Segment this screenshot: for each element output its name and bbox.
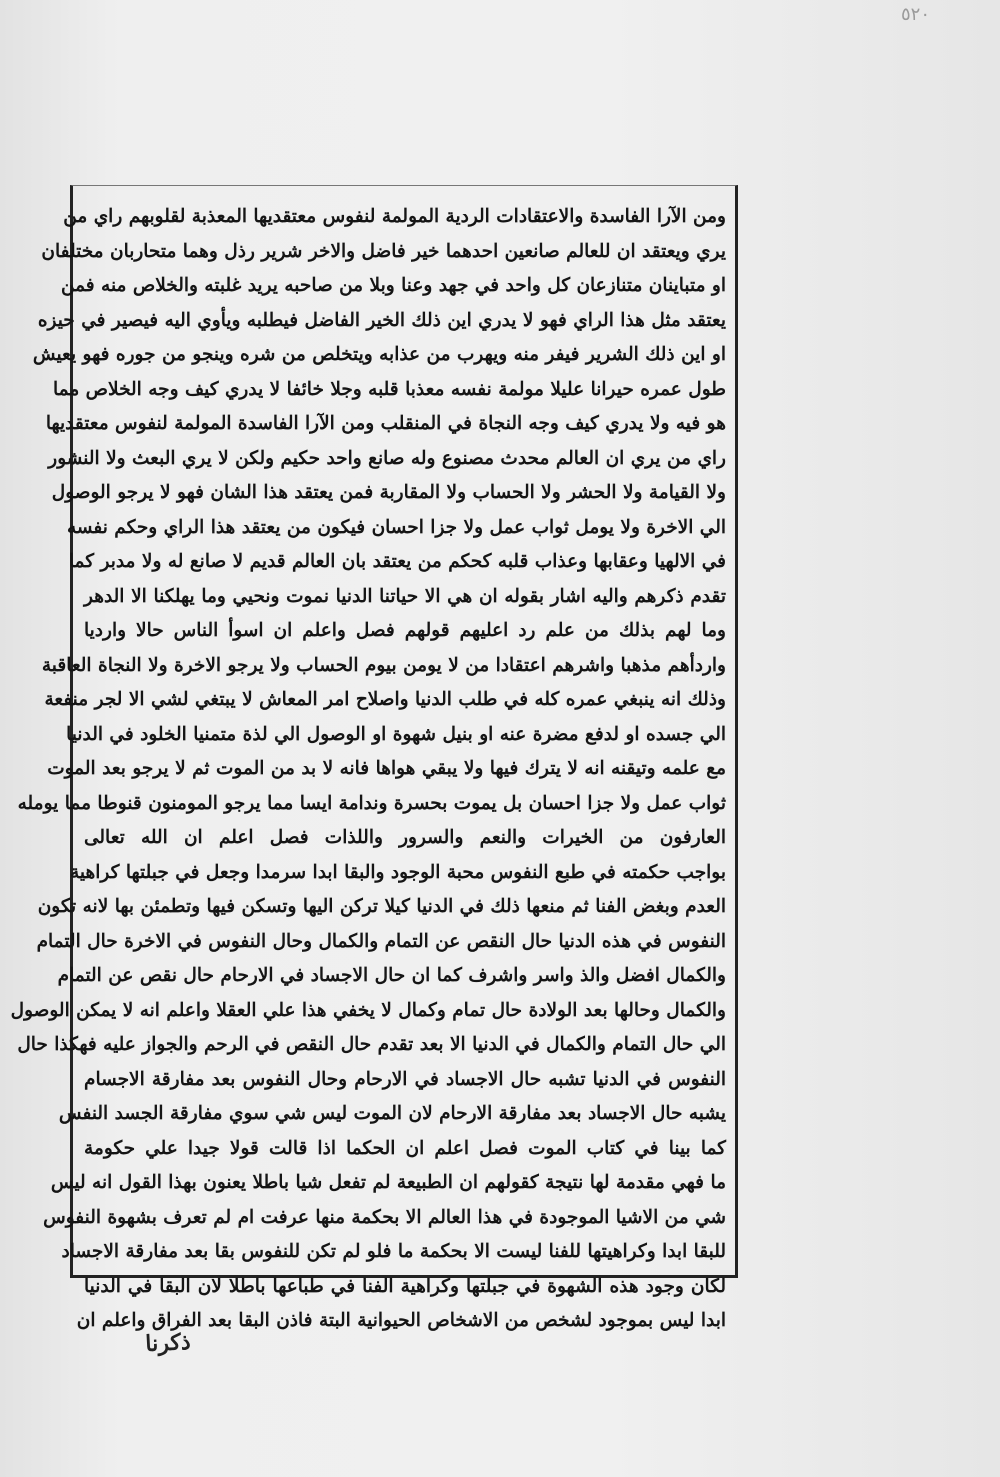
- text-line: والكمال وحالها بعد الولادة حال تمام وكمال لا يخفي هذا علي العقلا واعلم انه لا يمكن الوصول: [10, 999, 726, 1021]
- text-line: النفوس في الدنيا تشبه حال الاجساد في الارحام وحال النفوس بعد مفارقة الاجسام: [84, 1068, 726, 1090]
- catchword: ذكرنا: [144, 1328, 192, 1358]
- text-line: تقدم ذكرهم واليه اشار بقوله ان هي الا حياتنا الدنيا نموت ونحيي وما يهلكنا الا الدهر: [84, 585, 726, 607]
- text-line: بواجب حكمته في طبع النفوس محبة الوجود والبقا ابدا سرمدا وجعل في جبلتها كراهية: [70, 861, 726, 883]
- text-line: لكان وجود هذه الشهوة في جبلتها وكراهية الفنا في طباعها باطلا لان البقا في الدنيا: [84, 1275, 726, 1297]
- text-line: الي حال التمام والكمال في الدنيا الا بعد تقدم حال النقص في الرحم والجواز عليه فهكذا حال: [17, 1034, 726, 1055]
- text-line: النفوس في هذه الدنيا حال النقص عن التمام والكمال وحال النفوس في الاخرة حال التمام: [36, 930, 726, 952]
- text-line: واردأهم مذهبا واشرهم اعتقادا من لا يومن بيوم الحساب ولا يرجو الاخرة ولا النجاة العاقبة: [41, 654, 726, 676]
- text-line: ما فهي مقدمة لها نتيجة كقولهم ان الطبيعة لم تفعل شيا باطلا يعنون بهذا القول انه ليس: [50, 1172, 726, 1193]
- text-line: للبقا ابدا وكراهيتها للفنا ليست الا بحكمة ما فلو لم تكن للنفوس بقا بعد مفارقة الاجساد: [61, 1241, 726, 1262]
- text-line: هو فيه ولا يدري كيف وجه النجاة في المنقلب ومن الآرا الفاسدة المولمة لنفوس معتقديها: [45, 413, 726, 434]
- text-line: راي من يري ان العالم محدث مصنوع وله صانع واحد حكيم ولكن لا يري البعث ولا النشور: [48, 447, 726, 469]
- text-line: الي الاخرة ولا يومل ثواب عمل ولا جزا احسان فيكون من يعتقد هذا الراي وحكم نفسه: [66, 516, 726, 538]
- text-line: والكمال افضل والذ واسر واشرف كما ان حال الاجساد في الارحام حال نقص عن التمام: [57, 965, 726, 986]
- text-line: وذلك انه ينبغي عمره كله في طلب الدنيا واصلاح امر المعاش لا يبتغي لشي الا لجر منفعة: [44, 689, 726, 710]
- text-line: يعتقد مثل هذا الراي فهو لا يدري اين ذلك الخير الفاضل فيطلبه ويأوي اليه فيصير في حيزه: [37, 309, 726, 331]
- text-line: مع علمه وتيقنه انه لا يترك فيها ولا يبقي هواها فانه لا بد من الموت ثم لا يرجو بعد الموت: [47, 758, 726, 779]
- text-line: يشبه حال الاجساد بعد مفارقة الارحام لان الموت ليس شي سوي مفارقة الجسد النفس: [58, 1103, 726, 1124]
- manuscript-text: [10, 200, 726, 1331]
- text-line: طول عمره حيرانا عليلا مولمة نفسه معذبا قلبه وجلا خائفا لا يدري كيف وجه الخلاص مما: [53, 378, 726, 400]
- text-line: او متباينان متنازعان كل واحد في جهد وعنا وبلا من صاحبه يريد غلبته والخلاص منه فمن: [60, 275, 726, 296]
- text-line: شي من الاشيا الموجودة في هذا العالم الا بحكمة منها عرفت ام لم تعرف بشهوة النفوس: [43, 1206, 726, 1228]
- text-line: كما بينا في كتاب الموت فصل اعلم ان الحكما اذا قالت قولا جيدا علي حكومة: [84, 1137, 726, 1159]
- text-line: وما لهم بذلك من علم رد اعليهم قولهم فصل واعلم ان اسوأ الناس حالا وارديا: [84, 620, 726, 641]
- text-line: او اين ذلك الشرير فيفر منه ويهرب من عذابه ويتخلص من شره وينجو من جوره فهو يعيش: [32, 344, 726, 365]
- text-line: ومن الآرا الفاسدة والاعتقادات الردية المولمة لنفوس معتقديها المعذبة لقلوبهم راي من: [63, 206, 726, 227]
- text-line: العدم وبغض الفنا ثم منعها ذلك في الدنيا كيلا تركن اليها وتسكن فيها وتطمئن بها لانه تكون: [37, 896, 726, 917]
- text-line: ولا القيامة ولا الحشر ولا الحساب ولا المقاربة فمن يعتقد هذا الشان فهو لا يرجو الوصول: [51, 482, 726, 503]
- folio-number: ٥٢٠: [900, 4, 930, 25]
- text-line: في الالهيا وعقابها وعذاب قلبه كحكم من يعتقد بان العالم قديم لا صانع له ولا مدبر كما: [68, 551, 726, 572]
- text-line: العارفون من الخيرات والنعم والسرور واللذات فصل اعلم ان الله تعالى: [84, 827, 726, 848]
- text-line: ثواب عمل ولا جزا احسان بل يموت بحسرة وندامة ايسا مما يرجو المومنون قنوطا مما يومله: [17, 792, 726, 814]
- text-line: الي جسده او لدفع مضرة عنه او بنيل شهوة او الوصول الي لذة متمنيا الخلود في الدنيا: [66, 723, 726, 745]
- text-line: يري ويعتقد ان للعالم صانعين احدهما خير فاضل والاخر شرير رذل وهما متحاربان مختلفان: [41, 240, 726, 262]
- text-line: ابدا ليس بموجود لشخص من الاشخاص الحيوانية البتة فاذن البقا بعد الفراق واعلم ان: [76, 1310, 726, 1331]
